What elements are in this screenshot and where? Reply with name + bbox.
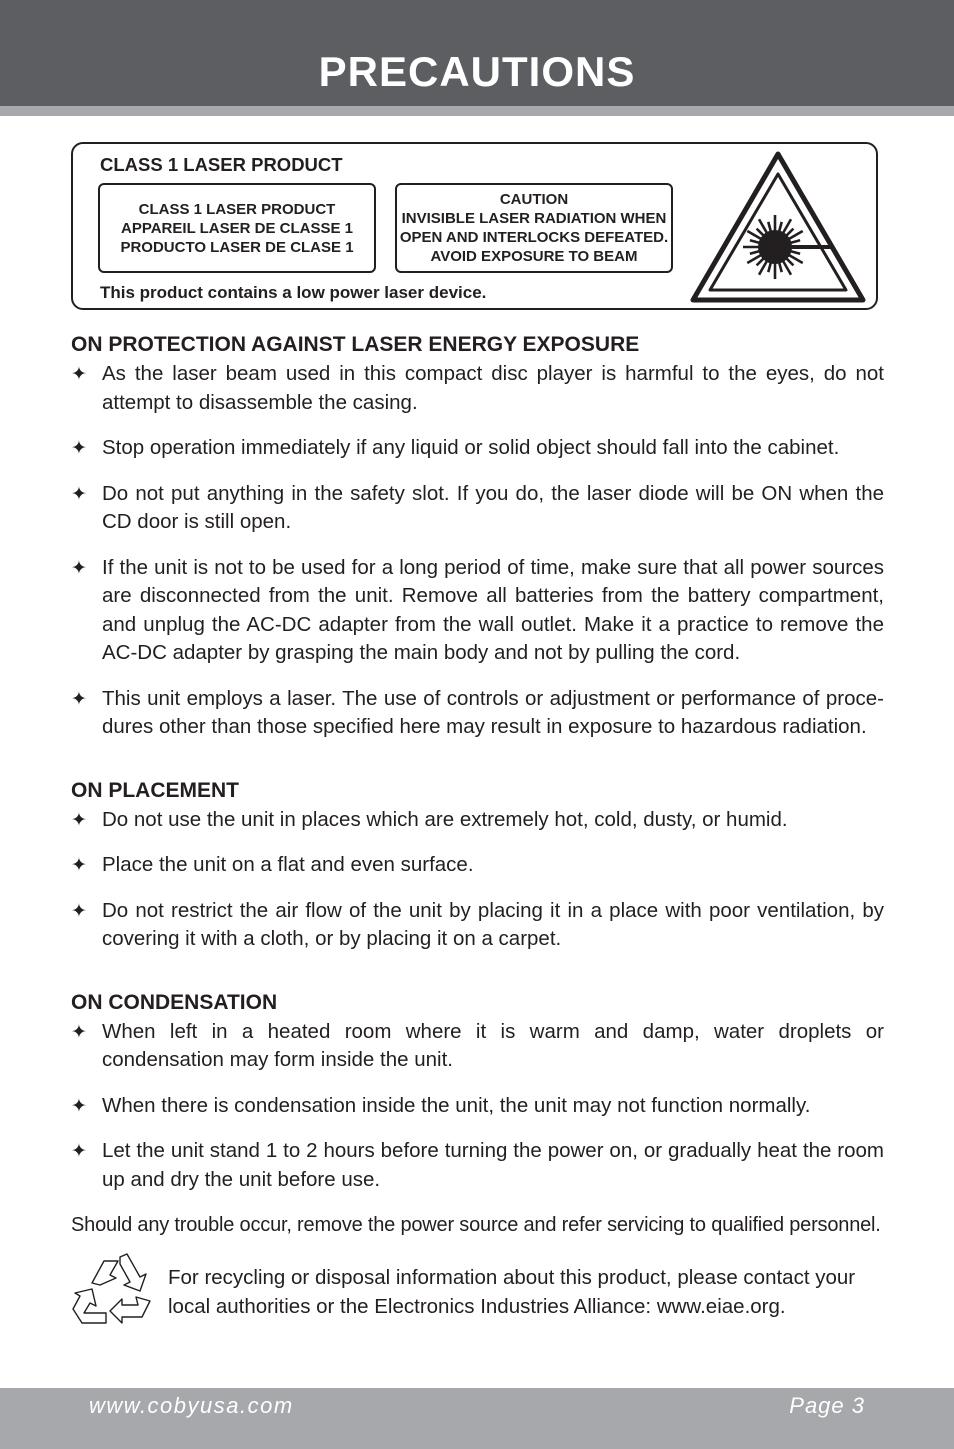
- list-item: [71, 480, 884, 537]
- service-note: Should any trouble occur, remove the power source and refer servicing to qualified personnel.: [71, 1214, 881, 1236]
- label-line: CAUTION: [499, 191, 569, 208]
- recycle-symbol-icon: [70, 1251, 154, 1333]
- list-item-text: If the unit is not to be used for a long period of time, make sure that all power sources are disconnected from the unit. Remove all batteries from the battery compartment, and unplug the AC-DC adapter from the wall outlet. Make it a practice to remove the AC-DC adapter by grasping the main body and not by pulling the cord.: [102, 555, 884, 664]
- four-point-star-icon: ✦: [71, 1140, 87, 1162]
- bullet-list: [71, 1018, 884, 1195]
- list-item-text: Do not put anything in the safety slot. If you do, the laser diode will be ON when the CD door is still open.: [102, 481, 884, 533]
- list-item-text: This unit employs a laser. The use of controls or adjustment or performance of proce-dures other than those specified here may result in exposure to hazardous radiation.: [102, 686, 884, 738]
- page-footer: [0, 1388, 954, 1449]
- label-line: CLASS 1 LASER PRODUCT: [138, 200, 336, 218]
- caution-label: [395, 183, 673, 273]
- list-item: [71, 897, 884, 954]
- list-item: [71, 1092, 884, 1121]
- precautions-content: [71, 330, 884, 1240]
- label-line: PRODUCTO LASER DE CLASE 1: [120, 238, 354, 256]
- section-placement: [71, 776, 884, 954]
- list-item: [71, 851, 884, 880]
- list-item: [71, 554, 884, 668]
- list-item-text: As the laser beam used in this compact disc player is harmful to the eyes, do not attempt to disassemble the casing.: [102, 362, 884, 414]
- four-point-star-icon: ✦: [71, 363, 87, 385]
- laser-box-heading: CLASS 1 LASER PRODUCT: [100, 154, 343, 175]
- four-point-star-icon: ✦: [71, 808, 87, 831]
- label-line: INVISIBLE LASER RADIATION WHEN: [401, 210, 667, 227]
- list-item-text: Stop operation immediately if any liquid or solid object should fall into the cabinet.: [102, 436, 840, 459]
- four-point-star-icon: ✦: [71, 1020, 87, 1043]
- list-item-text: Let the unit stand 1 to 2 hours before turning the power on, or gradually heat the room up and dry the unit before use.: [102, 1139, 884, 1191]
- section-title: ON PLACEMENT: [71, 778, 239, 802]
- four-point-star-icon: ✦: [71, 854, 87, 876]
- recycling-info: For recycling or disposal information about this product, please contact your local authorities or the Electronics Industries Alliance: www.eiae.org.: [168, 1266, 856, 1318]
- laser-box-footer: This product contains a low power laser device.: [100, 283, 487, 302]
- four-point-star-icon: ✦: [71, 1094, 87, 1117]
- label-line: AVOID EXPOSURE TO BEAM: [430, 248, 638, 265]
- website-link[interactable]: www.cobyusa.com: [89, 1393, 294, 1418]
- list-item-text: Do not use the unit in places which are extremely hot, cold, dusty, or humid.: [102, 807, 788, 831]
- list-item: [71, 806, 884, 835]
- bullet-list: [71, 360, 884, 742]
- four-point-star-icon: ✦: [71, 899, 87, 922]
- page-title: PRECAUTIONS: [318, 48, 636, 95]
- list-item: [71, 1137, 884, 1194]
- list-item-text: Place the unit on a flat and even surface.: [102, 853, 474, 876]
- label-line: APPAREIL LASER DE CLASSE 1: [121, 219, 353, 237]
- list-item: [71, 360, 884, 417]
- list-item: [71, 1018, 884, 1075]
- class-1-label: [98, 183, 376, 273]
- list-item-text: When there is condensation inside the unit, the unit may not function normally.: [102, 1093, 811, 1117]
- page-number: Page 3: [789, 1393, 865, 1418]
- laser-warning-triangle-icon: [689, 148, 867, 305]
- four-point-star-icon: ✦: [71, 556, 87, 579]
- four-point-star-icon: ✦: [71, 482, 87, 505]
- section-title: ON CONDENSATION: [71, 990, 278, 1014]
- header-stripe: [0, 106, 954, 116]
- section-condensation: [71, 988, 884, 1195]
- page-header: [0, 0, 954, 106]
- section-laser: [71, 330, 884, 742]
- bullet-list: [71, 806, 884, 954]
- four-point-star-icon: ✦: [71, 687, 87, 710]
- label-line: OPEN AND INTERLOCKS DEFEATED.: [399, 229, 669, 246]
- laser-warning-box: [71, 142, 878, 310]
- list-item-text: When left in a heated room where it is warm and damp, water droplets or condensation may form inside the unit.: [102, 1019, 884, 1071]
- four-point-star-icon: ✦: [71, 437, 87, 459]
- list-item: [71, 685, 884, 742]
- list-item: [71, 434, 884, 463]
- list-item-text: Do not restrict the air flow of the unit by placing it in a place with poor ventilation, by covering it with a cloth, or by placing it on a carpet.: [102, 898, 884, 950]
- section-title: ON PROTECTION AGAINST LASER ENERGY EXPOSURE: [71, 333, 640, 356]
